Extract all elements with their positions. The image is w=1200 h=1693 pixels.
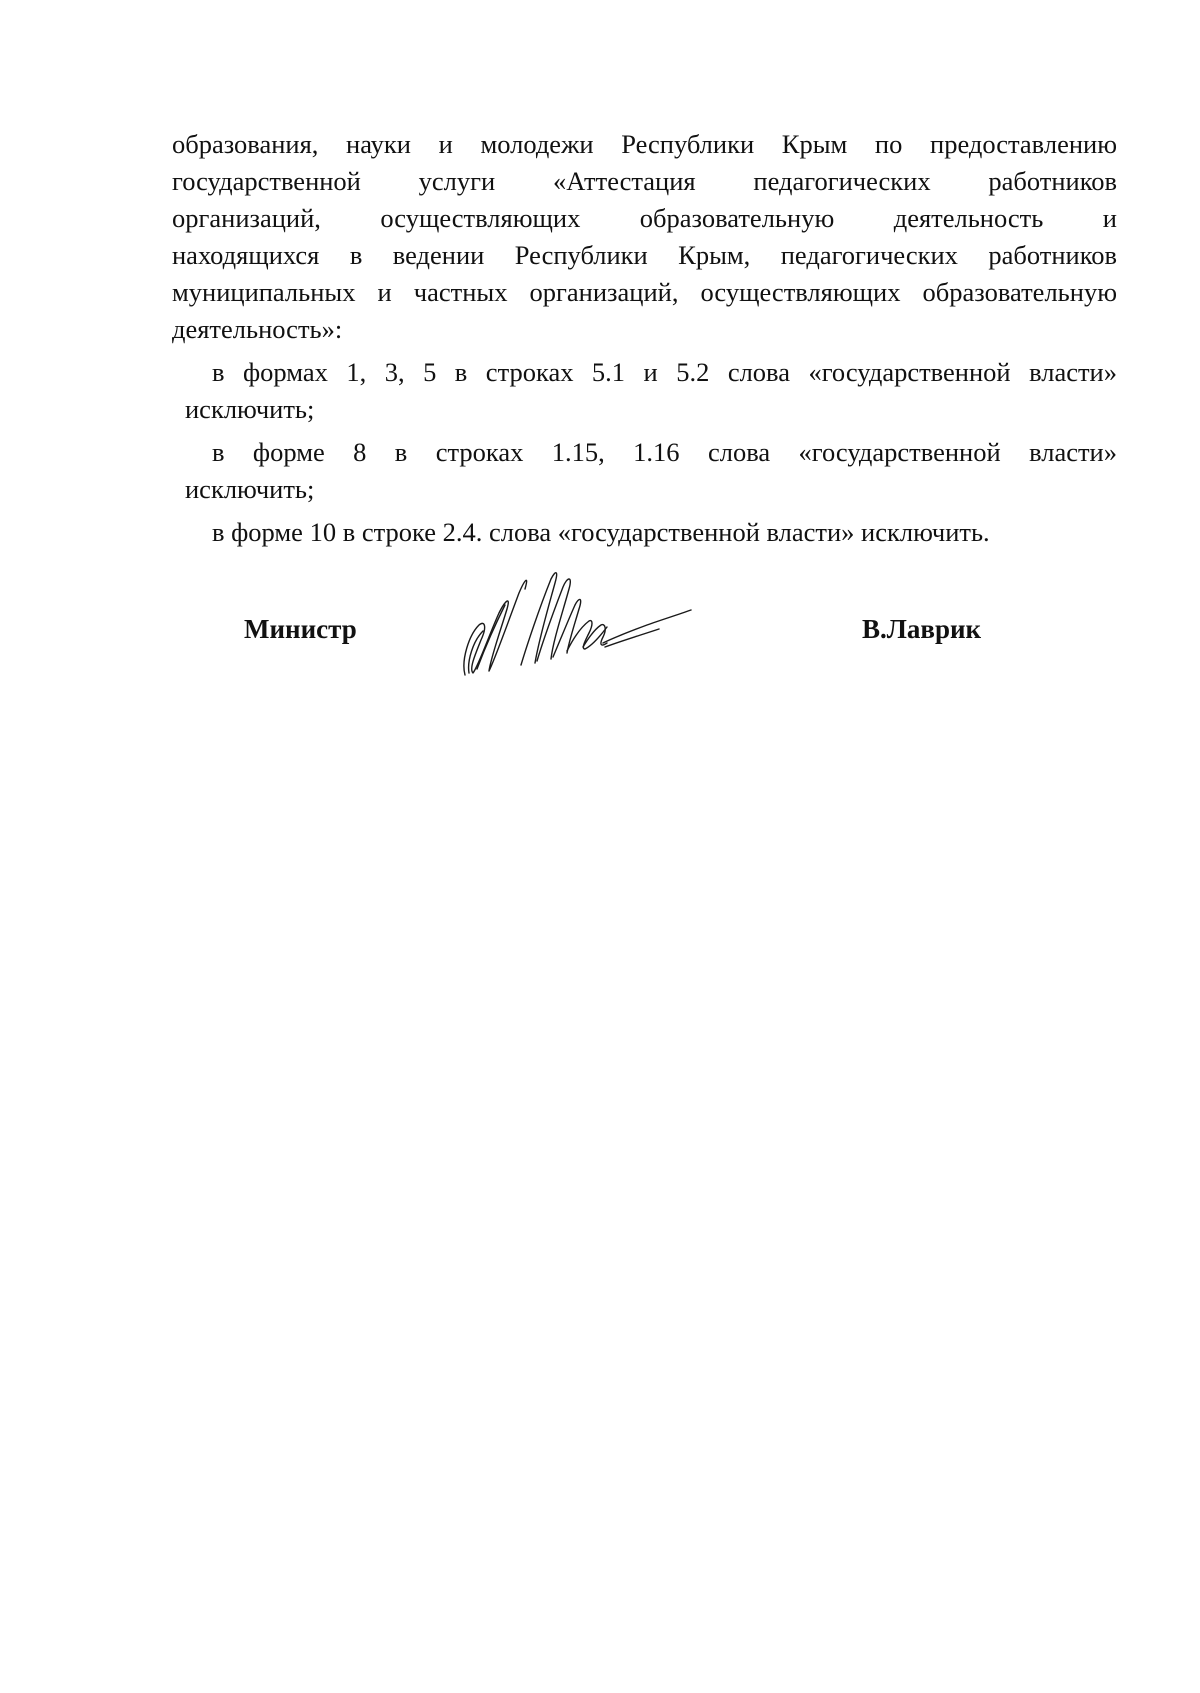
list-item-line: в формах 1, 3, 5 в строках 5.1 и 5.2 слова «государственной власти» (212, 357, 1117, 387)
intro-line: образования, науки и молодежи Республики Крым по предоставлению (172, 129, 1117, 159)
intro-line: организаций, осуществляющих образовательную деятельность и (172, 203, 1117, 233)
list-item-line: в форме 10 в строке 2.4. слова «государственной власти» исключить. (212, 517, 990, 547)
list-item-continuation: исключить; (185, 394, 315, 424)
intro-line: государственной услуги «Аттестация педагогических работников (172, 166, 1117, 196)
list-item-line: в форме 8 в строках 1.15, 1.16 слова «государственной власти» (212, 437, 1117, 467)
signatory-name: В.Лаврик (862, 614, 982, 644)
list-item-continuation: исключить; (185, 474, 315, 504)
intro-line: находящихся в ведении Республики Крым, педагогических работников (172, 240, 1117, 270)
intro-line: деятельность»: (172, 314, 343, 344)
intro-line: муниципальных и частных организаций, осуществляющих образовательную (172, 277, 1117, 307)
handwritten-signature (455, 565, 695, 680)
document-body (172, 126, 1117, 551)
signatory-title: Министр (244, 614, 357, 644)
